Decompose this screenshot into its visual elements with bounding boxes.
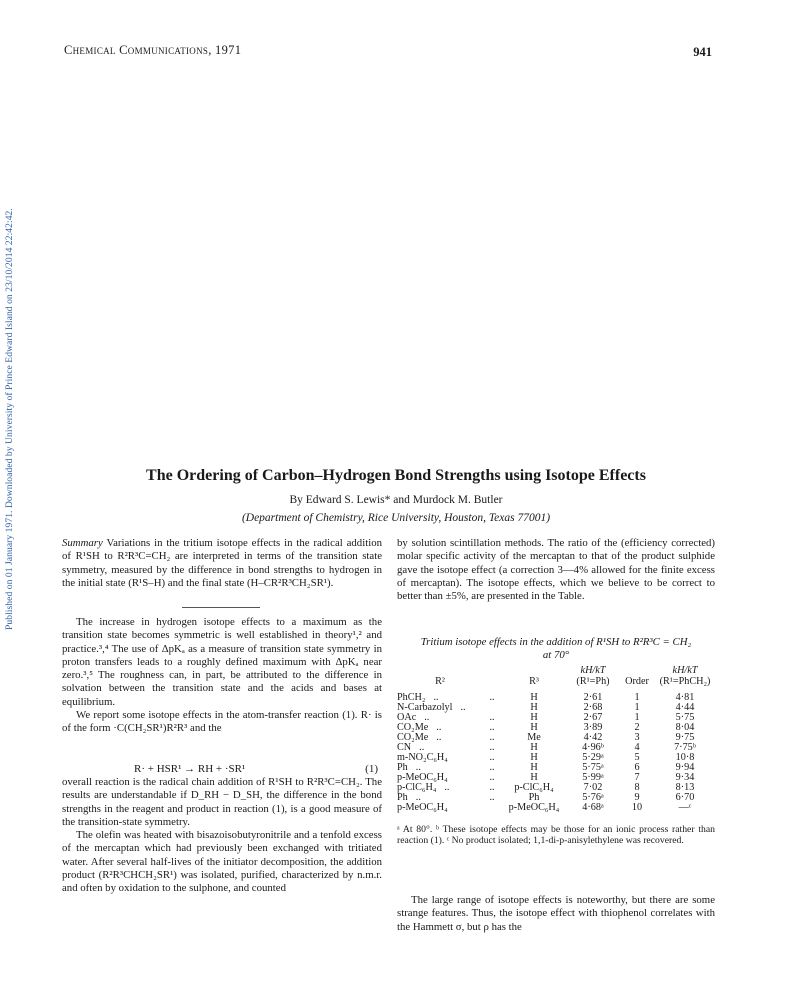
cell-r2-text: Ph — [397, 762, 408, 773]
body-right-column-top — [397, 537, 715, 603]
body-left-column-bottom — [62, 776, 382, 896]
paragraph-report: We report some isotope effects in the atom-transfer reaction (1). R· is of the form ·C(CH₂SR¹)R²R³ and the — [62, 709, 382, 735]
summary-text: Variations in the tritium isotope effects in the radical addition of R¹SH to R²R³C=CH₂ are interpreted in terms of the transition state symmetry, measured by the difference in bond strengths to hydrogen in the initial state (R¹S–H) and the final state (H–CR²R³CH₂SR¹). — [62, 537, 383, 589]
cell-r2-text: OAc — [397, 712, 417, 723]
header-r3: R³ — [529, 676, 539, 687]
table-row — [397, 713, 715, 723]
cell-r3: H — [530, 752, 538, 763]
article-title: The Ordering of Carbon–Hydrogen Bond Strengths using Isotope Effects — [146, 467, 646, 484]
cell-kh-kt-ph: 5·99ᵃ — [582, 772, 604, 783]
cell-kh-kt-phch2: 9·34 — [675, 772, 695, 783]
cell-leader-2: .. — [489, 782, 495, 793]
cell-order: 1 — [634, 702, 640, 713]
paragraph-scintillation: by solution scintillation methods. The ratio of the (efficiency corrected) molar specific activity of the mercaptan to that of the product sulphide gave the isotope effect (a correction 3—4% allowed for the finite excess of mercaptan). The isotope effects, which we believe to be correct to better than ±5%, are presented in the Table. — [397, 537, 715, 603]
cell-leader-1: .. — [444, 782, 450, 793]
article-authors: By Edward S. Lewis* and Murdock M. Butler — [289, 494, 503, 506]
cell-kh-kt-ph: 2·67 — [583, 712, 603, 723]
cell-kh-kt-phch2: —ᶜ — [678, 802, 692, 813]
table-caption-line2: at 70° — [542, 648, 570, 661]
cell-leader-2: .. — [489, 732, 495, 743]
body-left-column-top — [62, 616, 382, 736]
isotope-effects-table — [397, 665, 715, 813]
cell-kh-kt-phch2: 7·75ᵇ — [674, 742, 696, 753]
cell-kh-kt-ph: 3·89 — [583, 722, 603, 733]
article-affiliation: (Department of Chemistry, Rice University, Houston, Texas 77001) — [241, 512, 551, 524]
cell-leader-1: .. — [433, 692, 439, 703]
cell-r2-text: p-MeOC₆H₄ — [397, 802, 448, 813]
paragraph-intro: The increase in hydrogen isotope effects to a maximum as the transition state becomes symmetric is well established in theory¹,² and practice.³,⁴ The use of ΔpKₐ as a measure of transition state symmetry in proton transfers leads to a roughly defined maximum with ΔpKₐ near zero.³,⁵ The roughness can, in part, be attributed to the difference in solvation between the transition state and the acids and bases at equilibrium. — [62, 616, 382, 708]
cell-r3: Me — [527, 732, 541, 743]
cell-leader-1: .. — [424, 712, 430, 723]
table-row — [397, 803, 715, 813]
table-row — [397, 753, 715, 763]
cell-r2 — [397, 803, 483, 813]
cell-kh-kt-phch2: 9·75 — [675, 732, 695, 743]
cell-order: 1 — [634, 712, 640, 723]
running-head: Chemical Communications, 1971 — [64, 43, 242, 57]
paragraph-overall-reaction: overall reaction is the radical chain addition of R¹SH to R²R³C=CH₂. The results are understandable if D_RH − D_SH, the difference in the bond strengths in the reagent and product in reaction (1), is a good measure of the transition-state symmetry. — [62, 776, 382, 828]
cell-r3: H — [530, 722, 538, 733]
summary-label: Summary — [62, 537, 103, 549]
table-caption — [397, 636, 715, 661]
cell-leader-2: .. — [489, 762, 495, 773]
download-watermark — [2, 150, 20, 630]
header-order: Order — [625, 676, 649, 687]
summary-block — [62, 537, 382, 590]
cell-r2-text: p-ClC₆H₄ — [397, 782, 437, 793]
cell-kh-kt-ph: 5·76ᵃ — [582, 792, 604, 803]
cell-r3: Ph — [528, 792, 540, 803]
cell-leader-2: .. — [489, 772, 495, 783]
cell-r3: p-MeOC₆H₄ — [508, 802, 560, 813]
cell-leader-2: .. — [489, 742, 495, 753]
cell-kh-kt-ph: 5·75ᵃ — [582, 762, 604, 773]
cell-leader-2 — [483, 803, 501, 813]
cell-r3: p-ClC₆H₄ — [514, 782, 554, 793]
table-row — [397, 783, 715, 793]
header-k2-bottom: (R¹=PhCH₂) — [659, 676, 711, 687]
cell-kh-kt-phch2: 6·70 — [675, 792, 695, 803]
cell-r2-text: PhCH₂ — [397, 692, 426, 703]
table-row — [397, 733, 715, 743]
cell-order: 5 — [634, 752, 640, 763]
equation-number: (1) — [365, 763, 378, 775]
cell-leader-2: .. — [489, 752, 495, 763]
cell-kh-kt-phch2: 4·44 — [675, 702, 695, 713]
cell-kh-kt-ph: 4·42 — [583, 732, 603, 743]
cell-r3: H — [530, 692, 538, 703]
cell-leader-2: .. — [489, 712, 495, 723]
cell-r2 — [397, 783, 483, 793]
cell-r3: H — [530, 742, 538, 753]
paragraph-method: The olefin was heated with bisazoisobutyronitrile and a tenfold excess of the mercaptan which had previously been exchanged with tritiated water. After several half-lives of the initiator decomposition, the addition product (R²R³CHCH₂SR¹) was isolated, purified, characterized by n.m.r. and often by oxidation to the sulphone, and counted — [62, 829, 382, 895]
cell-r3: H — [530, 702, 538, 713]
cell-r2-text: N-Carbazolyl — [397, 702, 453, 713]
cell-kh-kt-phch2: 10·8 — [675, 752, 695, 763]
section-divider — [182, 607, 260, 608]
cell-r3: H — [530, 772, 538, 783]
header-k1-bottom: (R¹=Ph) — [576, 676, 610, 687]
cell-order: 7 — [634, 772, 640, 783]
cell-r2-text: CN — [397, 742, 412, 753]
cell-kh-kt-ph: 4·68ᵃ — [582, 802, 604, 813]
table-caption-line1: Tritium isotope effects in the addition of R¹SH to R²R³C = CH₂ — [420, 636, 692, 648]
cell-r2-text: CO₂Me — [397, 732, 429, 743]
download-watermark-text: Published on 01 January 1971. Downloaded by University of Prince Edward Island on 23/10/2014 22:42:42. — [4, 208, 15, 630]
cell-r2 — [397, 753, 483, 763]
table-row — [397, 703, 715, 713]
cell-order: 1 — [634, 692, 640, 703]
cell-kh-kt-phch2: 8·13 — [675, 782, 695, 793]
cell-leader-2: .. — [489, 722, 495, 733]
cell-r2-text: p-MeOC₆H₄ — [397, 772, 448, 783]
cell-kh-kt-ph: 2·61 — [583, 692, 603, 703]
cell-order: 4 — [634, 742, 640, 753]
cell-leader-1: .. — [415, 792, 421, 803]
cell-order: 10 — [631, 802, 643, 813]
cell-kh-kt-phch2: 8·04 — [675, 722, 695, 733]
header-k1-top: kH/kT — [580, 665, 606, 676]
cell-kh-kt-phch2: 4·81 — [675, 692, 695, 703]
cell-order: 2 — [634, 722, 640, 733]
header-k2-top: kH/kT — [672, 665, 698, 676]
equation-text: R· + HSR¹ → RH + ·SR¹ — [134, 763, 246, 775]
cell-r3: H — [530, 762, 538, 773]
header-r2: R² — [435, 676, 445, 687]
cell-r2-text: m-NO₂C₆H₄ — [397, 752, 448, 763]
cell-leader-1: .. — [419, 742, 425, 753]
cell-r2-text: Ph — [397, 792, 408, 803]
cell-leader-1: .. — [460, 702, 466, 713]
cell-leader-2: .. — [489, 792, 495, 803]
body-right-column-bottom — [397, 894, 715, 934]
cell-kh-kt-phch2: 9·94 — [675, 762, 695, 773]
table-row — [397, 723, 715, 733]
cell-order: 6 — [634, 762, 640, 773]
cell-r2-text: CO₂Me — [397, 722, 429, 733]
cell-leader-1: .. — [415, 762, 421, 773]
cell-leader-1: .. — [436, 732, 442, 743]
cell-order: 8 — [634, 782, 640, 793]
cell-order: 3 — [634, 732, 640, 743]
cell-kh-kt-ph: 5·29ᵃ — [582, 752, 604, 763]
table-footnote: ᵃ At 80°. ᵇ These isotope effects may be those for an ionic process rather than reaction (1). ᶜ No product isolated; 1,1-di-p-anisylethylene was recovered. — [397, 824, 715, 847]
page-number: 941 — [693, 45, 712, 59]
cell-kh-kt-ph: 2·68 — [583, 702, 603, 713]
cell-r3: H — [530, 712, 538, 723]
cell-leader-1: .. — [436, 722, 442, 733]
cell-kh-kt-ph: 4·96ᵇ — [582, 742, 604, 753]
cell-kh-kt-phch2: 5·75 — [675, 712, 695, 723]
cell-kh-kt-ph: 7·02 — [583, 782, 603, 793]
cell-order: 9 — [634, 792, 640, 803]
paragraph-discussion: The large range of isotope effects is noteworthy, but there are some strange features. Thus, the isotope effect with thiophenol correlates with the Hammett σ, but ρ has the — [397, 894, 715, 933]
cell-leader-2: .. — [489, 692, 495, 703]
